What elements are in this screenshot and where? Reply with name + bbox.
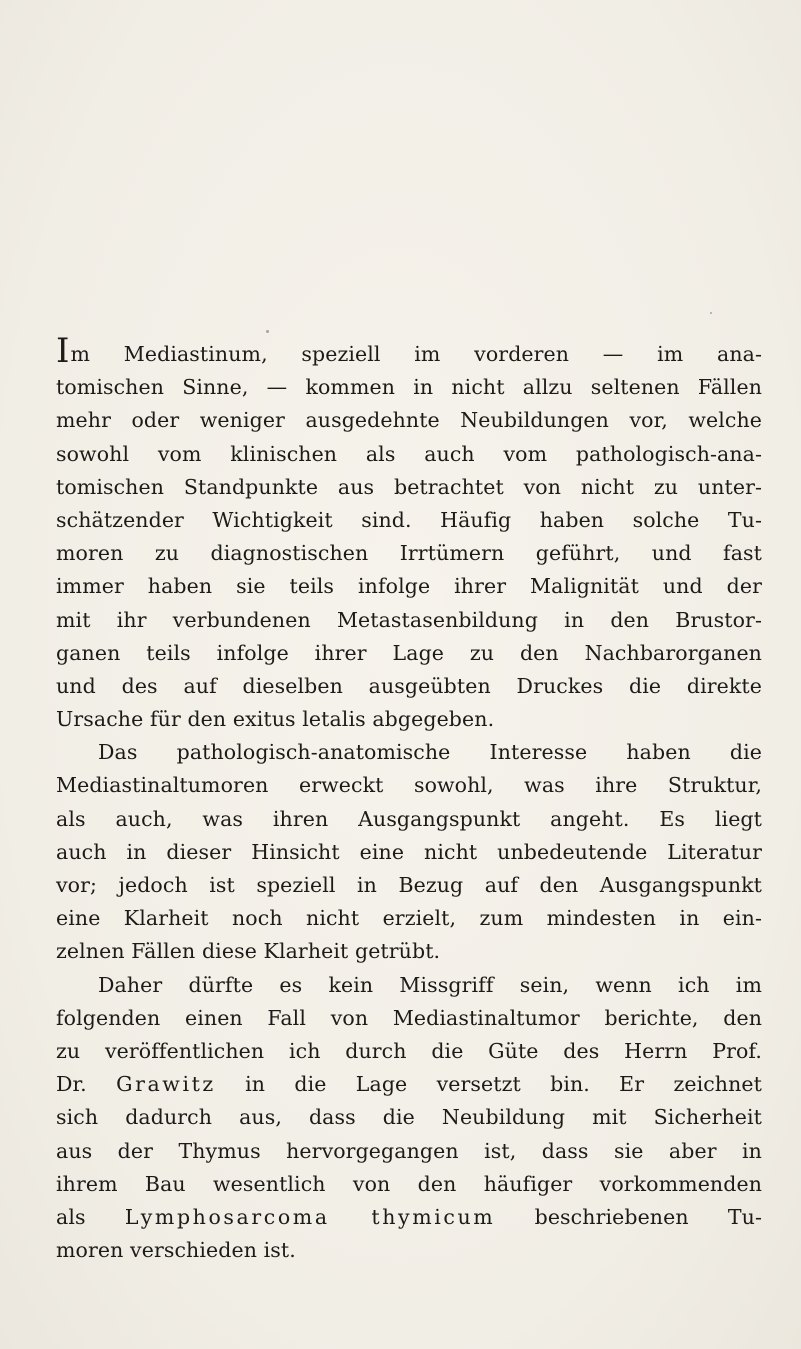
text-line: Ursache für den exitus letalis abgegeben.	[56, 707, 495, 732]
text-line: auch in dieser Hinsicht eine nicht unbedeutende Literatur	[56, 839, 762, 864]
text-line: moren verschieden ist.	[56, 1238, 296, 1263]
print-speck	[710, 312, 712, 314]
text-line: Mediastinaltumoren erweckt sowohl, was ihre Struktur,	[56, 773, 762, 798]
body-text	[56, 331, 763, 1267]
text-line: schätzender Wichtigkeit sind. Häufig haben solche Tu-	[56, 507, 762, 532]
text-line: sowohl vom klinischen als auch vom pathologisch-ana-	[56, 441, 762, 466]
author-name: Grawitz	[116, 1072, 216, 1097]
text-line: ganen teils infolge ihrer Lage zu den Nachbarorganen	[56, 640, 762, 665]
paragraph-3	[56, 969, 762, 1268]
text-line: moren zu diagnostischen Irrtümern geführt, und fast	[56, 541, 762, 566]
text-line: folgenden einen Fall von Mediastinaltumor berichte, den	[56, 1005, 762, 1030]
text-line: tomischen Sinne, — kommen in nicht allzu seltenen Fällen	[56, 375, 762, 400]
text-line: Im Mediastinum, speziell im vorderen — im ana-	[56, 331, 762, 371]
text-line: eine Klarheit noch nicht erzielt, zum mindesten in ein-	[56, 906, 762, 931]
print-speck	[266, 330, 269, 333]
paragraph-1	[56, 331, 762, 736]
text-line: sich dadurch aus, dass die Neubildung mit Sicherheit	[56, 1105, 762, 1130]
text-line: zu veröffentlichen ich durch die Güte des Herrn Prof.	[56, 1038, 762, 1063]
text-line: und des auf dieselben ausgeübten Druckes die direkte	[56, 673, 762, 698]
text-line: Dr. Grawitz in die Lage versetzt bin. Er zeichnet	[56, 1072, 762, 1097]
text-line: Das pathologisch-anatomische Interesse haben die	[98, 740, 762, 765]
emphasized-term: Lymphosarcoma thymicum	[124, 1204, 496, 1229]
text-line: Daher dürfte es kein Missgriff sein, wenn ich im	[98, 972, 762, 997]
text-line: mehr oder weniger ausgedehnte Neubildungen vor, welche	[56, 408, 762, 433]
text-line: zelnen Fällen diese Klarheit getrübt.	[56, 939, 441, 964]
text-line: als auch, was ihren Ausgangspunkt angeht. Es liegt	[56, 806, 762, 831]
text-line: tomischen Standpunkte aus betrachtet von nicht zu unter-	[56, 474, 762, 499]
text-line: als Lymphosarcoma thymicum beschriebenen Tu-	[56, 1204, 763, 1229]
paragraph-2	[56, 736, 762, 968]
text-line: ihrem Bau wesentlich von den häufiger vorkommenden	[56, 1171, 762, 1196]
drop-cap: I	[56, 331, 70, 371]
text-line: vor; jedoch ist speziell in Bezug auf den Ausgangspunkt	[56, 873, 762, 897]
text-line: mit ihr verbundenen Metastasenbildung in den Brustor-	[56, 607, 762, 632]
text-line: immer haben sie teils infolge ihrer Malignität und der	[56, 574, 762, 599]
text-line: aus der Thymus hervorgegangen ist, dass sie aber in	[56, 1138, 762, 1163]
